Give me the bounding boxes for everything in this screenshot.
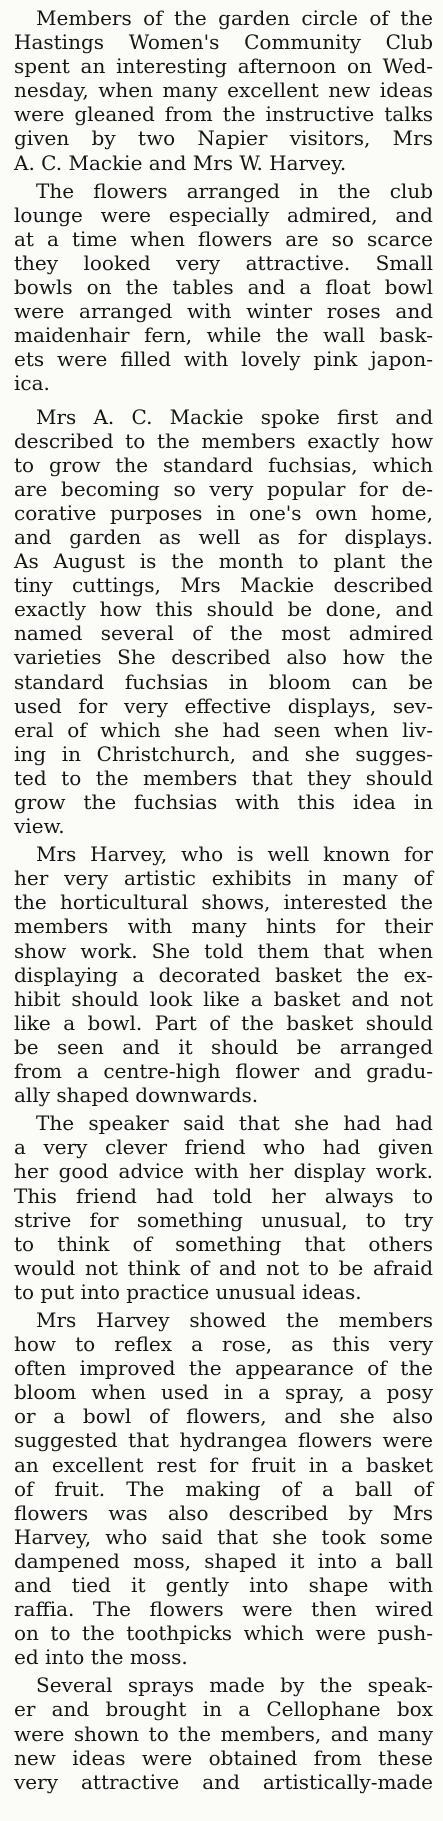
text-line: This friend had told her always to bbox=[14, 1183, 433, 1208]
text-line: displaying a decorated basket the ex- bbox=[14, 962, 433, 987]
text-line: bowls on the tables and a float bowl bbox=[14, 275, 433, 300]
text-line: Mrs A. C. Mackie spoke first and bbox=[36, 404, 433, 429]
text-line: Hastings Women's Community Club bbox=[14, 30, 433, 55]
text-line: Mrs Harvey showed the members bbox=[36, 1307, 433, 1332]
text-line: used for very effective displays, sev- bbox=[14, 693, 433, 718]
text-line: Several sprays made by the speak- bbox=[36, 1673, 433, 1698]
text-line: were gleaned from the instructive talks bbox=[14, 102, 433, 127]
text-line: or a bowl of flowers, and she also bbox=[14, 1404, 433, 1429]
text-line: they looked very attractive. Small bbox=[14, 250, 433, 275]
text-line: very attractive and artistically-made bbox=[14, 1769, 433, 1794]
text-line: members with many hints for their bbox=[14, 914, 433, 939]
text-line: lounge were especially admired, and bbox=[14, 202, 433, 227]
text-line: bloom when used in a spray, a posy bbox=[14, 1380, 433, 1405]
text-line: an excellent rest for fruit in a basket bbox=[14, 1452, 433, 1477]
paragraph-harvey bbox=[14, 842, 433, 1107]
text-line: ica. bbox=[14, 371, 50, 396]
text-line: of fruit. The making of a ball of bbox=[14, 1476, 433, 1501]
text-line: Mrs Harvey, who is well known for bbox=[36, 842, 433, 867]
text-line: named several of the most admired bbox=[14, 621, 433, 646]
text-line: hibit should look like a basket and not bbox=[14, 986, 433, 1011]
text-line: from a centre-high flower and gradu- bbox=[14, 1059, 433, 1084]
text-line: were arranged with winter roses and bbox=[14, 299, 433, 324]
text-line: nesday, when many excellent new ideas bbox=[14, 78, 433, 103]
text-line: flowers was also described by Mrs bbox=[14, 1500, 433, 1525]
text-line: are becoming so very popular for de- bbox=[14, 476, 433, 501]
paragraph-flowers bbox=[14, 179, 433, 396]
text-line: Members of the garden circle of the bbox=[36, 6, 433, 30]
text-line: ally shaped downwards. bbox=[14, 1083, 259, 1108]
text-line: er and brought in a Cellophane box bbox=[14, 1697, 433, 1722]
text-line: strive for something unusual, to try bbox=[14, 1207, 433, 1232]
paragraph-sprays bbox=[14, 1673, 433, 1793]
text-line: new ideas were obtained from these bbox=[14, 1745, 433, 1770]
text-line: on to the toothpicks which were push- bbox=[14, 1621, 433, 1646]
text-line: ed into the moss. bbox=[14, 1645, 188, 1670]
text-line: Harvey, who said that she took some bbox=[14, 1524, 433, 1549]
text-line: corative purposes in one's own home, bbox=[14, 500, 433, 525]
text-line: The speaker said that she had had bbox=[36, 1111, 433, 1136]
text-line: to think of something that others bbox=[14, 1231, 433, 1256]
text-line: view. bbox=[14, 814, 65, 839]
text-line: the horticultural shows, interested the bbox=[14, 890, 433, 915]
text-line: a very clever friend who had given bbox=[14, 1135, 433, 1160]
text-line: A. C. Mackie and Mrs W. Harvey. bbox=[14, 150, 347, 175]
text-line: As August is the month to plant the bbox=[14, 549, 433, 574]
text-line: given by two Napier visitors, Mrs bbox=[14, 126, 433, 151]
text-line: at a time when flowers are so scarce bbox=[14, 226, 433, 251]
text-line: grow the fuchsias with this idea in bbox=[14, 790, 433, 814]
text-line: to grow the standard fuchsias, which bbox=[14, 452, 433, 477]
paragraph-mackie bbox=[14, 405, 433, 839]
paragraph-intro bbox=[14, 6, 433, 175]
text-line: raffia. The flowers were then wired bbox=[14, 1597, 433, 1622]
text-line: ing in Christchurch, and she sugges- bbox=[14, 741, 433, 766]
text-line: would not think of and not to be afraid bbox=[14, 1255, 433, 1280]
paragraph-speaker-friend bbox=[14, 1111, 433, 1304]
text-line: ets were filled with lovely pink japon- bbox=[14, 347, 433, 372]
text-line: be seen and it should be arranged bbox=[14, 1034, 433, 1059]
text-line: suggested that hydrangea flowers were bbox=[14, 1428, 433, 1453]
text-line: tiny cuttings, Mrs Mackie described bbox=[14, 573, 433, 598]
text-line: often improved the appearance of the bbox=[14, 1356, 433, 1381]
text-line: ted to the members that they should bbox=[14, 765, 433, 790]
text-line: to put into practice unusual ideas. bbox=[14, 1279, 362, 1304]
text-line: show work. She told them that when bbox=[14, 938, 433, 963]
text-line: her very artistic exhibits in many of bbox=[14, 866, 433, 891]
text-line: and garden as well as for displays. bbox=[14, 524, 433, 549]
text-line: The flowers arranged in the club bbox=[36, 178, 433, 203]
text-line: maidenhair fern, while the wall bask- bbox=[14, 323, 433, 348]
text-line: like a bowl. Part of the basket should bbox=[14, 1010, 433, 1035]
text-line: standard fuchsias in bloom can be bbox=[14, 669, 433, 694]
paragraph-reflex-rose bbox=[14, 1308, 433, 1669]
text-line: how to reflex a rose, as this very bbox=[14, 1332, 433, 1357]
text-line: exactly how this should be done, and bbox=[14, 597, 433, 622]
text-line: spent an interesting afternoon on Wed- bbox=[14, 54, 433, 79]
text-line: and tied it gently into shape with bbox=[14, 1573, 433, 1597]
text-line: described to the members exactly how bbox=[14, 428, 433, 453]
text-line: varieties She described also how the bbox=[14, 645, 433, 670]
text-line: her good advice with her display work. bbox=[14, 1159, 433, 1184]
text-line: were shown to the members, and many bbox=[14, 1721, 433, 1746]
text-line: dampened moss, shaped it into a ball bbox=[14, 1548, 433, 1573]
text-line: eral of which she had seen when liv- bbox=[14, 717, 433, 742]
